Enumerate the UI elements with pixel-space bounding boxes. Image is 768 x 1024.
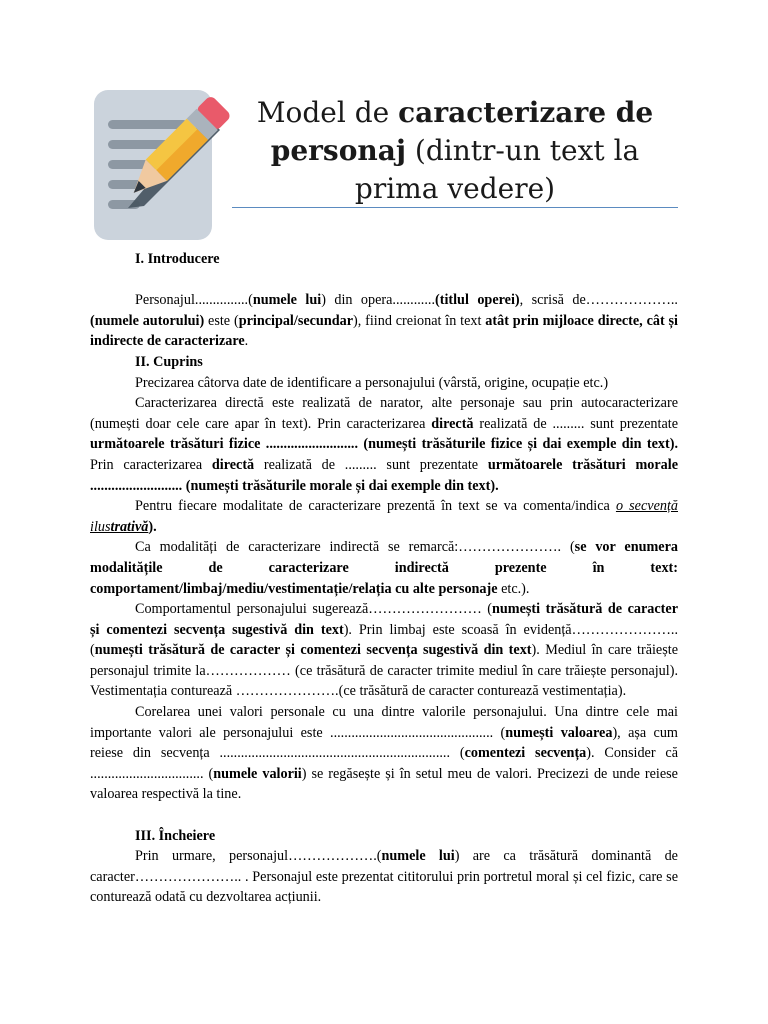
paragraph-caracterizare-indirecta: Ca modalități de caracterizare indirectă se remarcă:…………………. (se vor enumera modalitățile de caracterizare indirectă prezente în text: comportament/limbaj/mediu/vestimentație/relația cu alte personaje etc.). (90, 539, 678, 597)
title-divider (232, 207, 678, 208)
paragraph-caracterizare-directa: Caracterizarea directă este realizată de narator, alte personaje sau prin autocaracterizare (numești doar cele care apar în text). Prin caracterizarea directă realizată de ......... sunt prezentate următoarele trăsături fizice .......................... (numești trăsăturile fizice și dai exemple din text). Prin caracterizarea directă realizată de ......... sunt prezentate următoarele trăsături morale .......................... (numești trăsăturile morale și dai exemple din text). (90, 395, 679, 494)
section-heading-introducere: I. Introducere (135, 251, 220, 267)
section-heading-incheiere: III. Încheiere (135, 827, 216, 844)
paragraph-secventa-ilustrativa: Pentru fiecare modalitate de caracterizare prezentă în text se va comenta/indica o secvență ilustrativă). (90, 498, 678, 535)
page-title: Model de caracterizare de personaj (dintr-un text la prima vedere) (256, 96, 654, 205)
document-body (90, 249, 678, 908)
paragraph-identificare: Precizarea câtorva date de identificare a personajului (vârstă, origine, ocupație etc.) (135, 374, 609, 391)
paragraph-introducere: Personajul...............(numele lui) din opera............(titlul operei), scrisă de………………..(numele autorului) este (principal/secundar), fiind creionat în text atât prin mijloace directe, cât și indirecte de caracterizare. (90, 292, 678, 350)
paragraph-comportament: Comportamentul personajului sugerează…………………… (numești trăsătură de caracter și comentezi secvența sugestivă din text). Prin limbaj este scoasă în evidență………………….. (numești trăsătură de caracter și comentezi secvența sugestivă din text). Mediul în care trăiește personajul trimite la……………… (ce trăsătură de caracter trimite mediul în care trăiește personajul). Vestimentația conturează ………………….(ce trăsătură de caracter conturează vestimentația). (90, 601, 678, 700)
notepad-pencil-icon (94, 90, 230, 240)
paragraph-valori: Corelarea unei valori personale cu una dintre valorile personajului. Una dintre cele mai importante valori ale personajului este .............................................. (numești valoarea), așa cum reiese din secvența ................................................................. (comentezi secvența). Consider că ................................ (numele valorii) se regăsește și în setul meu de valori. Precizezi de unde reiese valoarea respectivă la tine. (90, 704, 678, 803)
section-heading-cuprins: II. Cuprins (135, 353, 203, 370)
paragraph-incheiere: Prin urmare, personajul……………….(numele lui) are ca trăsătură dominantă de caracter………………….. . Personajul este prezentat cititorului prin portretul moral și cel fizic, care se conturează odată cu dezvoltarea acțiunii. (90, 848, 678, 906)
